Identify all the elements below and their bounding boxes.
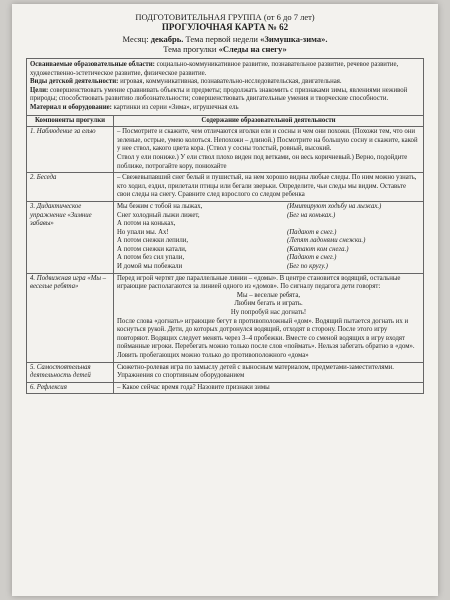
game-rules: После слова «догнать» играющие бегут в противоположный «дом». Водящий пытается догнать их и коснуться рукой. Дети, до которых дотронулся водящий, отходят в сторону. После этого игру повторяют. Водящих следует менять через 3–4 пробежки. Вместе со сменой водящих в игру входят пойманные игроки. Перебегать можно только после слов «поймать». Нельзя забегать обратно в «дом». Ловить пробегающих можно только до противоположного «дома» <box>117 317 415 359</box>
row-text: – Посмотрите и скажите, чем отличаются иголки ели и сосны и чем они похожи. (Похожи тем, что они зеленые, острые, умею колоться. Непохожи – длиной.) Посмотрите на большую сосну и скажите, какой у нее ствол, какого цвета кора. (Ствол у сосны толстый, ровный, высокий. <box>117 128 418 153</box>
materials-text: картинки из серии «Зима», игрушечная ель <box>113 103 239 111</box>
poem-line <box>117 254 420 263</box>
poem-text: И домой мы побежали <box>117 263 183 271</box>
card-title: ПРОГУЛОЧНАЯ КАРТА № 62 <box>161 22 289 32</box>
row-content <box>114 127 424 173</box>
col-header-components: Компоненты прогулки <box>27 115 114 127</box>
poem-text: Мы бежим с тобой на лыжах, <box>117 202 203 210</box>
poem-line <box>117 263 420 272</box>
poem-text: А потом без сил упали, <box>117 254 185 262</box>
table-header-row <box>27 115 424 127</box>
row-content <box>114 201 424 273</box>
verse-line: Мы – веселые ребята, <box>236 291 301 299</box>
poem-line <box>117 229 420 238</box>
group-title: ПОДГОТОВИТЕЛЬНАЯ ГРУППА (от 6 до 7 лет) <box>135 12 315 22</box>
col-header-content: Содержание образовательной деятельности <box>114 115 424 127</box>
month-value: декабрь. <box>150 34 184 44</box>
header <box>12 12 438 54</box>
poem-line <box>117 212 420 221</box>
goals-paragraph <box>30 87 420 104</box>
activity-paragraph <box>30 78 420 87</box>
areas-label: Осваиваемые образовательные области: <box>30 61 155 68</box>
poem-action: (Лепят ладонями снежки.) <box>287 237 366 245</box>
poem-line <box>117 246 420 255</box>
poem-action: (Падают в снег.) <box>287 228 337 236</box>
table-row <box>27 173 424 202</box>
row-component: 2. Беседа <box>27 173 114 202</box>
verse-line: Ну попробуй нас догнать! <box>230 309 307 317</box>
table-row <box>27 127 424 173</box>
activity-label: Виды детской деятельности: <box>30 78 119 86</box>
row-component: 1. Наблюдение за елью <box>27 127 114 173</box>
walk-label: Тема прогулки <box>163 44 217 54</box>
poem-line <box>117 203 420 212</box>
theme-line <box>12 34 438 44</box>
row-content: – Какое сейчас время года? Назовите признаки зимы <box>114 382 424 394</box>
areas-text: социально-коммуникативное развитие, познавательное развитие, речевое развитие, художественно-эстетическое развитие, физическое развитие. <box>30 61 399 77</box>
materials-paragraph <box>30 104 420 113</box>
poem-action: (Катают ком снега.) <box>287 245 349 253</box>
row-content <box>114 273 424 362</box>
poem-text: А потом снежки катали, <box>117 245 187 253</box>
info-block <box>26 58 424 115</box>
walk-line <box>12 44 438 54</box>
game-intro: Перед игрой чертят две параллельные линии – «домы». В центре становится водящий, остальные играющие располагаются за линией одного из «домов». По сигналу педагога дети говорят: <box>117 274 401 291</box>
goals-text: совершенствовать умение сравнивать объекты и предметы; продолжать знакомить с признаками зимы, явлениями неживой природы; способствовать развитию любознательности; совершенствовать двигательные умения и творческие способности. <box>30 86 408 103</box>
row-content: Сюжетно-ролевая игра по замыслу детей с выносным материалом, предметами-заместителями. Упражнения со спортивным оборудованием <box>114 362 424 382</box>
verse-line: Любим бегать и играть. <box>234 300 303 308</box>
poem-text: А потом снежки лепили, <box>117 237 189 245</box>
table-row <box>27 201 424 273</box>
row-component: 6. Рефлексия <box>27 382 114 394</box>
row-component: 5. Самостоятельная деятельность детей <box>27 362 114 382</box>
poem-line <box>117 237 420 246</box>
activity-text: игровая, коммуникативная, познавательно-исследовательская, двигательная. <box>120 78 342 86</box>
poem-text: А потом на коньках, <box>117 220 176 228</box>
week-value: «Зимушка-зима». <box>260 34 328 44</box>
areas-paragraph <box>30 61 420 78</box>
poem-line <box>117 220 420 229</box>
activity-table <box>26 115 424 395</box>
row-component: 3. Дидактическое упражнение «Зимние забавы» <box>27 201 114 273</box>
table-row <box>27 273 424 362</box>
poem-action: (Имитируют ходьбу на лыжах.) <box>287 202 382 210</box>
row-content: – Свежевыпавший снег белый и пушистый, на нем хорошо видны любые следы. По ним можно узнать, кто ходил, ездил, прилетали птицы или бегали зверьки. Определите, чьи следы мы видим. Оставьте свои следы на снегу. Сравните след взрослого со следом ребенка <box>114 173 424 202</box>
week-label: Тема первой недели <box>185 34 258 44</box>
materials-label: Материал и оборудование: <box>30 103 112 111</box>
document-page <box>12 4 438 596</box>
poem-text: Снег холодный лыжи лижет, <box>117 211 200 219</box>
poem-action: (Падают в снег.) <box>287 254 337 262</box>
walk-value: «Следы на снегу» <box>218 44 287 54</box>
table-row <box>27 382 424 394</box>
row-component: 4. Подвижная игра «Мы – веселые ребята» <box>27 273 114 362</box>
table-row <box>27 362 424 382</box>
poem-action: (Бег по кругу.) <box>287 263 328 271</box>
goals-label: Цели: <box>30 86 49 94</box>
month-label: Месяц: <box>122 34 149 44</box>
poem-text: Но упали мы. Ах! <box>117 228 169 236</box>
poem-action: (Бег на коньках.) <box>287 211 336 219</box>
row-text: Ствол у ели пониже.) У ели ствол плохо виден под ветками, он весь коричневый.) Верно, подойдите поближе, потрогайте кору, понюхайте <box>117 153 408 170</box>
